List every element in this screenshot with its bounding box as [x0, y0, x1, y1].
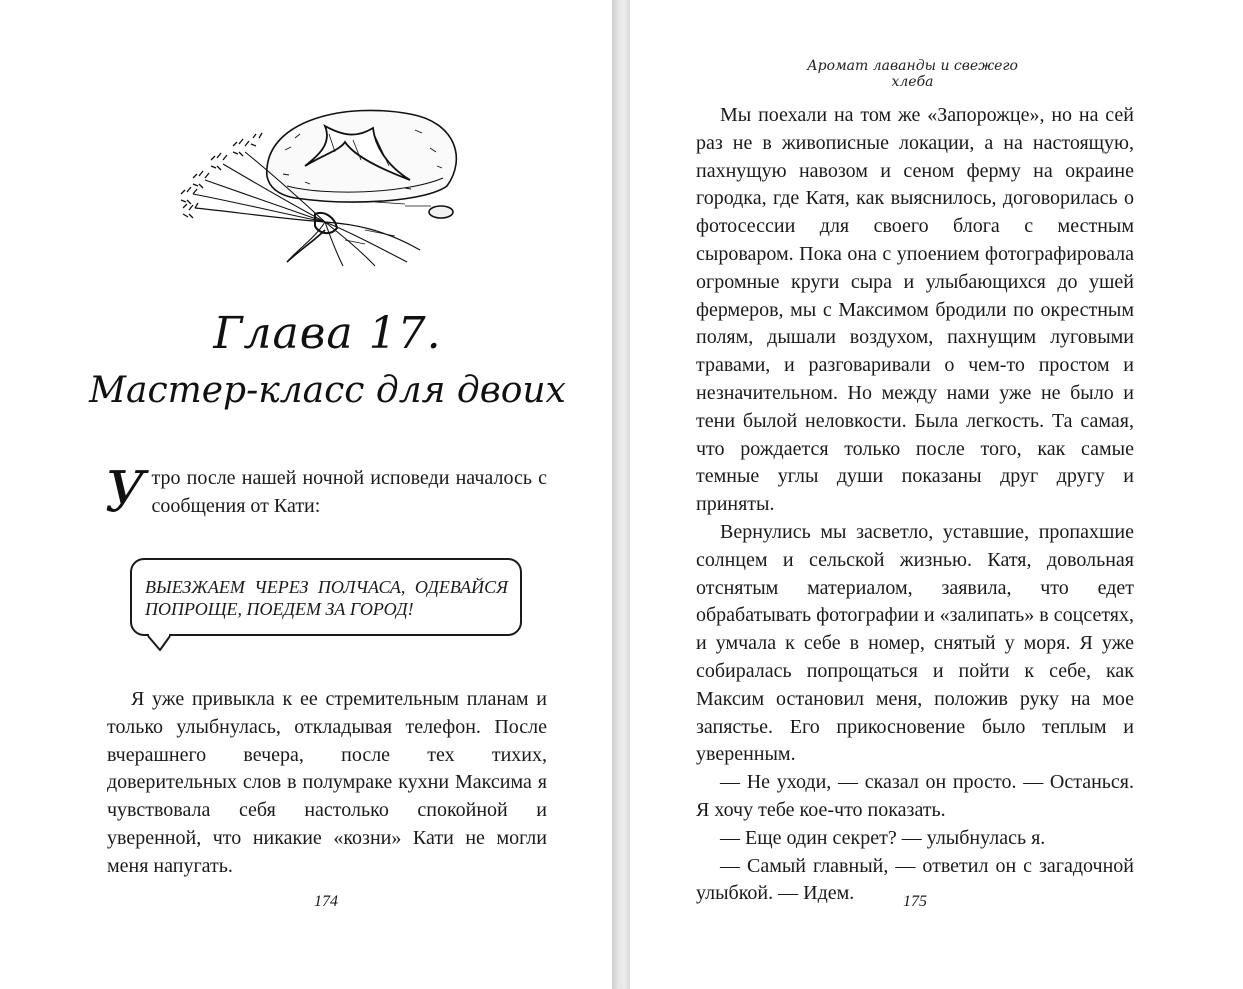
message-text: ВЫЕЗЖАЕМ ЧЕРЕЗ ПОЛЧАСА, ОДЕВАЙСЯ ПОПРОЩЕ, ПОЕДЕМ ЗА ГОРОД! [145, 577, 508, 619]
left-paragraph: Я уже привыкла к ее стремительным планам и только улыбнулась, откладывая телефон. После вчерашнего вечера, после тех тихих, доверительных слов в полумраке кухни Максима я чувствовала себя настолько спокойной и уверенной, что никакие «козни» Кати не могли меня напугать. [107, 688, 547, 877]
right-paragraph: — Не уходи, — сказал он просто. — Останься. Я хочу тебе кое-что показать. [696, 771, 1134, 821]
right-paragraph: Вернулись мы засветло, уставшие, пропахшие солнцем и сельской жизнью. Катя, довольная отснятым материалом, заявила, что едет обрабатывать фотографии и «залипать» в соцсетях, и умчала к себе в номер, снятый у моря. Я уже собиралась попрощаться и пойти к себе, как Максим остановил меня, положив руку на мое запястье. Его прикосновение было теплым и уверенным. [696, 520, 1134, 766]
left-page [0, 0, 612, 989]
right-page-text [696, 102, 1134, 908]
intro-paragraph [105, 460, 547, 525]
page-number-right: 175 [903, 893, 927, 910]
right-paragraph: Мы поехали на том же «Запорожце», но на сей раз не в живописные локации, а на настоящую, пахнущую навозом и сеном ферму на окраине городка, где Катя, как выяснилось, договорилась о фотосессии для своего блога с местным сыроваром. Пока она с упоением фотографировала огромные круги сыра и улыбающихся до ушей фермеров, мы с Максимом бродили по окрестным полям, дышали воздухом, пахнущим луговыми травами, и разговаривали о чем-то простом и незначительном. Но между нами уже не было и тени былой неловкости. Была легкость. Та самая, что рождается только после того, как самые темные углы души показаны друг другу и приняты. [696, 104, 1134, 516]
chapter-title: Мастер-класс для двоих [89, 370, 566, 411]
message-bubble [130, 558, 522, 636]
bread-and-lavender-icon [175, 90, 485, 275]
page-number-left: 174 [314, 893, 338, 910]
right-paragraph: — Самый главный, — ответил он с загадочной улыбкой. — Идем. [696, 854, 1134, 905]
drop-cap: У [105, 460, 146, 525]
book-gutter [612, 0, 630, 989]
running-head: Аромат лаванды и свежего хлеба [807, 58, 1018, 90]
intro-text: тро после нашей ночной исповеди началось с сообщения от Кати: [151, 467, 547, 517]
speech-bubble-tail-icon [146, 630, 186, 652]
chapter-number: Глава 17. [213, 308, 442, 359]
right-paragraph: — Еще один секрет? — улыбнулась я. [720, 826, 1046, 849]
